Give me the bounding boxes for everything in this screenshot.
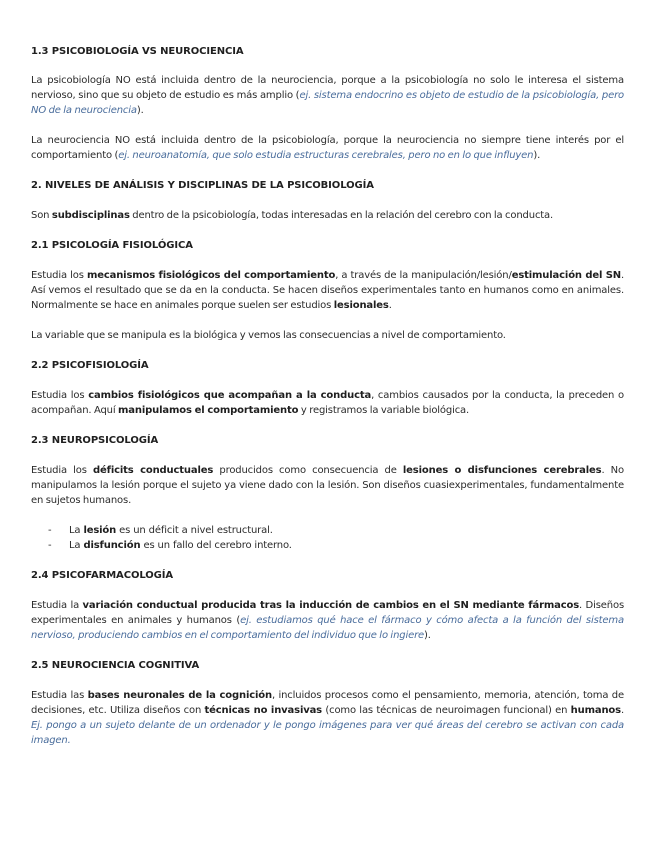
paragraph-1-3-a: La psicobiología NO está incluida dentro de la neurociencia, porque a la psicobiología no solo le interesa el sistema nervioso, sino que su objeto de estudio es más amplio (ej. sistema endocrino es objeto de estudio de la psicobiología, pero NO de la neurociencia). xyxy=(31,75,625,116)
paragraph-1-3-b: La neurociencia NO está incluida dentro de la psicobiología, porque la neurociencia no siempre tiene interés por el comportamiento (ej. neuroanatomía, que solo estudia estructuras cerebrales, pero no en lo que influyen). xyxy=(31,135,624,161)
heading-2-4: 2.4 PSICOFARMACOLOGÍA xyxy=(31,570,174,581)
heading-2-1: 2.1 PSICOLOGÍA FISIOLÓGICA xyxy=(31,240,193,251)
heading-2: 2. NIVELES DE ANÁLISIS Y DISCIPLINAS DE LA PSICOBIOLOGÍA xyxy=(31,180,374,191)
heading-2-5: 2.5 NEUROCIENCIA COGNITIVA xyxy=(31,660,200,671)
paragraph-2-2: Estudia los cambios fisiológicos que acompañan a la conducta, cambios causados por la conducta, la preceden o acompañan. Aquí manipulamos el comportamiento y registramos la variable biológica. xyxy=(31,390,624,416)
paragraph-2-3: Estudia los déficits conductuales producidos como consecuencia de lesiones o disfunciones cerebrales. No manipulamos la lesión porque el sujeto ya viene dado con la lesión. Son diseños cuasiexperimentales, fundamentalmente en sujetos humanos. xyxy=(31,465,624,506)
paragraph-2: Son subdisciplinas dentro de la psicobiología, todas interesadas en la relación del cerebro con la conducta. xyxy=(31,210,554,221)
list-item-disfuncion: - La disfunción es un fallo del cerebro interno. xyxy=(48,540,292,551)
document-content xyxy=(31,44,624,748)
bullet-list xyxy=(31,523,624,553)
paragraph-2-1-a: Estudia los mecanismos fisiológicos del comportamiento, a través de la manipulación/lesión/estimulación del SN. Así vemos el resultado que se da en la conducta. Se hacen diseños experimentales tanto en humanos como en animales. Normalmente se hace en animales porque suelen ser estudios lesionales. xyxy=(31,270,624,311)
paragraph-2-4: Estudia la variación conductual producida tras la inducción de cambios en el SN mediante fármacos. Diseños experimentales en animales y humanos (ej. estudiamos qué hace el fármaco y cómo afecta a la función del sistema nervioso, produciendo cambios en el comportamiento del individuo que lo ingiere). xyxy=(31,600,624,641)
heading-2-2: 2.2 PSICOFISIOLOGÍA xyxy=(31,360,149,371)
paragraph-2-5: Estudia las bases neuronales de la cognición, incluidos procesos como el pensamiento, memoria, atención, toma de decisiones, etc. Utiliza diseños con técnicas no invasivas (como las técnicas de neuroimagen funcional) en humanos. Ej. pongo a un sujeto delante de un ordenador y le pongo imágenes para ver qué áreas del cerebro se activan con cada imagen. xyxy=(31,690,624,746)
paragraph-2-1-b: La variable que se manipula es la biológica y vemos las consecuencias a nivel de comportamiento. xyxy=(31,330,506,341)
heading-1-3: 1.3 PSICOBIOLOGÍA VS NEUROCIENCIA xyxy=(31,46,244,57)
list-item-lesion: - La lesión es un déficit a nivel estructural. xyxy=(48,525,273,536)
heading-2-3: 2.3 NEUROPSICOLOGÍA xyxy=(31,435,159,446)
